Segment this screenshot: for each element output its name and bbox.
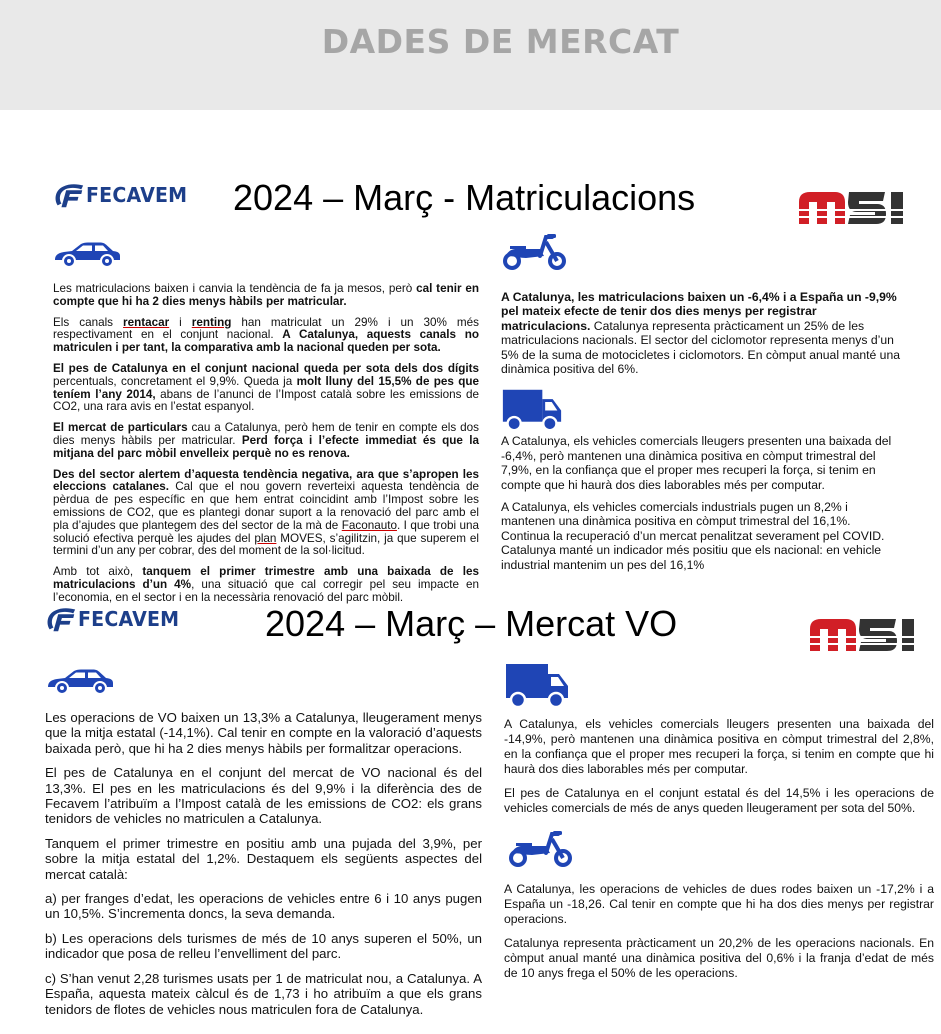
msi-logo-mark xyxy=(797,188,909,228)
bold-text: A Catalunya, aquests canals no matriculen i per tant, la comparativa amb la nacional queden per sota. xyxy=(53,328,479,355)
car-icon xyxy=(45,665,115,695)
bold-text: Des del sector alertem d’aquesta tendència negativa, ara que s’apropen les eleccions catalanes. xyxy=(53,467,479,494)
bold-text: Perd força i l’efecte immediat és que la mitjana del parc mòbil envelleix perquè no es renova. xyxy=(53,433,479,460)
bold-text: A Catalunya, les matriculacions baixen un -6,4% i a España un -9,9% pel mateix efecte de tenir dos dies menys per registrar matriculacions. xyxy=(501,290,897,333)
s1-left-paragraph xyxy=(53,317,479,355)
underlined-text: renting xyxy=(191,315,232,329)
section1-left-text xyxy=(53,283,479,613)
s1-left-paragraph xyxy=(53,469,479,559)
page-title: DADES DE MERCAT xyxy=(321,22,680,61)
fecavem-logo xyxy=(52,180,193,210)
text: . I que trobi una solució efectiva perquè les ajudes del xyxy=(53,518,479,545)
fecavem-f-icon xyxy=(44,604,78,634)
section2-title: 2024 – Març – Mercat VO xyxy=(265,603,678,644)
msi-logo xyxy=(808,615,920,660)
text: abans de l’anunci de l’Impost català sobre les emissions de CO2, una rara avis en l’estat espanyol. xyxy=(53,387,480,414)
text: percentuals, concretament el 9,9%. Queda ja xyxy=(53,374,297,388)
fecavem-f-icon xyxy=(52,180,86,210)
text: , una situació que cal corregir pel seu impacte en l’economia, en el sector i en la necessària renovació del parc mòbil. xyxy=(53,577,479,604)
s1-right-paragraph: A Catalunya, els vehicles comercials lleugers presenten una baixada del -6,4%, però mantenen una dinàmica positiva en còmput trimestral del 7,9%, en la confiança que el proper mes recuperi la força, si tenim en compte que hi haurà dos dies laborables més per computar. xyxy=(501,434,892,492)
s1-left-paragraph xyxy=(53,422,479,460)
s2-left-paragraph: a) per franges d’edat, les operacions de vehicles entre 6 i 10 anys pugen un 10,5%. S’incrementa doncs, la seva demanda. xyxy=(45,891,482,922)
s1-right-paragraph xyxy=(501,290,901,376)
msi-logo-mark xyxy=(808,615,920,655)
s1-right-paragraph: A Catalunya, els vehicles comercials industrials pugen un 8,2% i mantenen una dinàmica positiva en còmput trimestral del 16,1%. Continua la recuperació d’un mercat penalitzat severament pel COVID. Catalunya manté un indicador més positiu que els nacional: en vehicle industrial mantenim un pes del 16,1% xyxy=(501,500,885,572)
text: MOVES, s’agilitzin, ja que superem el termini d’un any per cobrar, des del moment de la sol·licitud. xyxy=(53,531,479,558)
s2-left-paragraph: El pes de Catalunya en el conjunt del mercat de VO nacional és del 13,3%. El pes en les matriculacions és del 9,9% i la diferència des de Fecavem l’atribuïm a l’Impost català de les emissions de CO2: els grans tenidors de vehicles no matriculen a Catalunya. xyxy=(45,765,482,827)
text: Les matriculacions baixen i canvia la tendència de fa ja mesos, però xyxy=(53,282,417,295)
van-icon xyxy=(501,386,563,433)
s2-right-paragraph: El pes de Catalunya en el conjunt estatal és del 14,5% i les operacions de vehicles comercials de més de anys queden lleugerament per sota del 50%. xyxy=(504,786,934,815)
bold-text: El mercat de particulars xyxy=(53,421,188,435)
s1-left-paragraph xyxy=(53,566,479,604)
section1-right-text xyxy=(501,290,901,580)
s1-left-paragraph xyxy=(53,363,479,414)
van-icon-row xyxy=(501,376,901,434)
text: Amb tot això, xyxy=(53,565,143,579)
header-band xyxy=(0,0,941,110)
s2-right-paragraph: Catalunya representa pràcticament un 20,2% de les operacions nacionals. En còmput anual manté una dinàmica positiva del 0,6% i la franja d’edat de més de 10 anys frega el 50% de les operacions. xyxy=(504,936,934,980)
fecavem-logo xyxy=(44,604,185,634)
s2-left-paragraph: b) Les operacions dels turismes de més de 10 anys superen el 50%, un indicador que posa de relleu l’envelliment del parc. xyxy=(45,930,482,962)
fecavem-logo-text: FECAVEM xyxy=(86,183,188,207)
text: Cal que el nou govern reverteixi aquesta tendència de pèrdua de pes específic en que hem entrat coincidint amb l’Impost sobre les emissions de CO2, que es plantegi donar suport a la renovació del parc amb el pla d’ajudes que plantegem des del sector de la mà de xyxy=(53,480,479,532)
text: i xyxy=(169,315,192,329)
text: Els canals xyxy=(53,315,124,329)
msi-logo xyxy=(797,188,909,233)
section2-left-text xyxy=(45,710,482,1026)
s2-right-paragraph: A Catalunya, les operacions de vehicles de dues rodes baixen un -17,2% i a España un -18,26. Cal tenir en compte que hi ha dos dies menys per registrar operacions. xyxy=(504,882,934,926)
s2-left-paragraph: Les operacions de VO baixen un 13,3% a Catalunya, lleugerament menys que la mitja estatal (-14,1%). Cal tenir en compte en la valoració d’aquests baixada però, que hi ha 2 dies menys hàbils per formalitzar operacions. xyxy=(45,710,482,756)
section1-title: 2024 – Març - Matriculacions xyxy=(233,177,696,218)
s2-left-paragraph: c) S’han venut 2,28 turismes usats per 1 de matriculat nou, a Catalunya. A España, aquesta mateix càlcul és de 1,73 i ho atribuïm a que els grans tenidors de flotes de vehicles nous matriculen fora de Catalunya. xyxy=(45,970,482,1017)
bold-text: El pes de Catalunya en el conjunt nacional queda per sota dels dos dígits xyxy=(53,361,479,375)
underlined-text: rentacar xyxy=(123,315,170,329)
van-icon xyxy=(504,660,570,710)
s1-left-paragraph xyxy=(53,283,479,309)
bold-text: molt lluny del 15,5% de pes que teníem l’any 2014, xyxy=(53,374,479,401)
bold-text: tanquem el primer trimestre amb una baixada de les matriculacions d’un 4% xyxy=(53,565,479,591)
text: Catalunya representa pràcticament un 25% de les matriculacions nacionals. El sector del ciclomotor representa menys d’un 5% de la suma de motocicletes i ciclomotors. En còmput anual manté una dinàmica positiva del 6%. xyxy=(501,318,901,377)
section2-right-text xyxy=(504,717,934,990)
car-icon xyxy=(52,238,122,268)
fecavem-logo-text: FECAVEM xyxy=(78,607,180,631)
bold-text: cal tenir en compte que hi ha 2 dies menys hàbils per matricular. xyxy=(53,282,479,308)
text: han matriculat un 29% i un 30% més respectivament en el conjunt nacional. xyxy=(53,315,480,342)
s2-right-paragraph: A Catalunya, els vehicles comercials lleugers presenten una baixada del -14,9%, però mantenen una dinàmica positiva en còmput trimestral del 2,8%, en la confiança que el proper mes recuperi la força, si tenim en compte que hi haurà dos dies laborables més per computar. xyxy=(504,717,934,776)
underlined-text: Faconauto xyxy=(341,518,397,532)
scooter-icon xyxy=(506,829,576,867)
scooter-icon-row xyxy=(504,816,934,882)
scooter-icon xyxy=(500,232,570,270)
underlined-text: plan xyxy=(254,531,277,545)
text: cau a Catalunya, però hem de tenir en compte els dos dies menys hàbils per matricular. xyxy=(53,421,479,447)
s2-left-paragraph: Tanquem el primer trimestre en positiu amb una pujada del 3,9%, per sobre la mitja estatal del 1,2%. Destaquem els següents aspectes del mercat català: xyxy=(45,835,482,882)
